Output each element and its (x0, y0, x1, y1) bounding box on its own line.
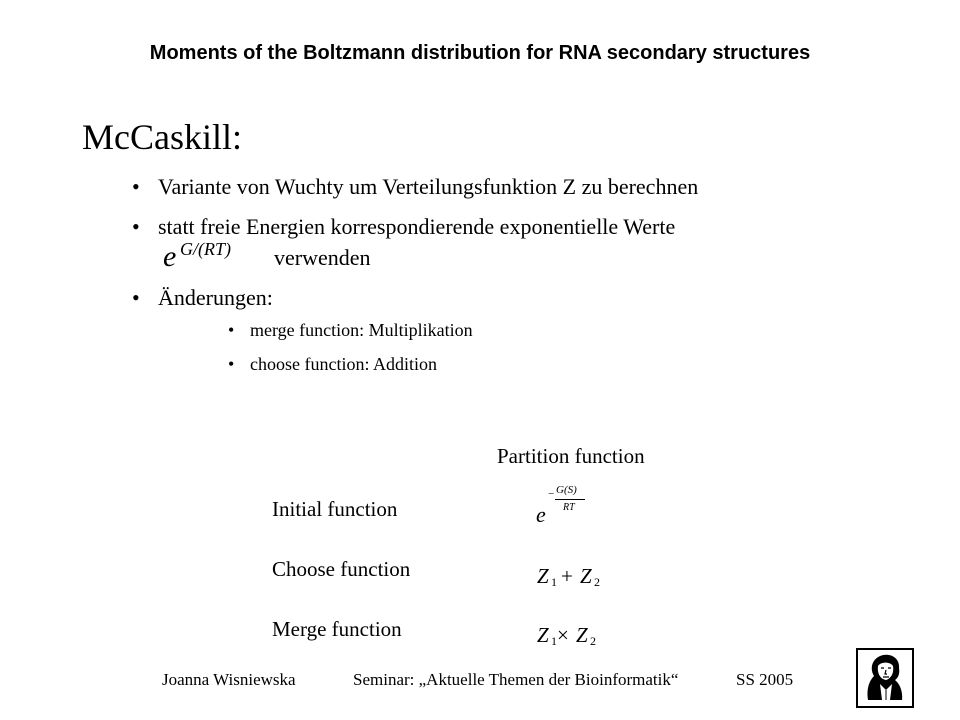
bullet-marker: • (132, 174, 140, 199)
bullet-text-1: Variante von Wuchty um Verteilungsfunktion Z zu berechnen (158, 174, 699, 199)
subbullet-text-2: choose function: Addition (250, 354, 437, 374)
slide-heading: McCaskill: (82, 117, 242, 157)
bullet-text-2: statt freie Energien korrespondierende exponentielle Werte (158, 214, 676, 239)
formula-denominator: RT (563, 502, 575, 513)
row-label-choose: Choose function (272, 557, 411, 581)
slide-header: Moments of the Boltzmann distribution for RNA secondary structures (149, 42, 811, 64)
formula-exponent: G/(RT) (180, 239, 231, 259)
bullet-text-2-continuation: verwenden (274, 245, 371, 270)
table-column-header: Partition function (497, 444, 645, 468)
bullet-marker: • (132, 285, 140, 310)
footer-seminar: Seminar: „Aktuelle Themen der Bioinformatik“ (353, 670, 679, 689)
bullet-marker: • (132, 214, 140, 239)
subbullet-text-1: merge function: Multiplikation (250, 320, 473, 340)
footer-term: SS 2005 (736, 670, 794, 689)
formula-base: e (536, 502, 546, 527)
goethe-portrait-icon (856, 648, 914, 708)
bullet-text-3: Änderungen: (158, 285, 273, 310)
row-label-initial: Initial function (272, 497, 398, 521)
subbullet-marker: • (228, 320, 235, 340)
fraction-bar (555, 499, 585, 500)
subbullet-marker: • (228, 354, 235, 374)
formula-base: e (163, 240, 177, 273)
row-label-merge: Merge function (272, 617, 402, 641)
formula-numerator: G(S) (556, 484, 577, 496)
footer-author: Joanna Wisniewska (162, 670, 296, 689)
formula-minus: − (548, 488, 555, 500)
